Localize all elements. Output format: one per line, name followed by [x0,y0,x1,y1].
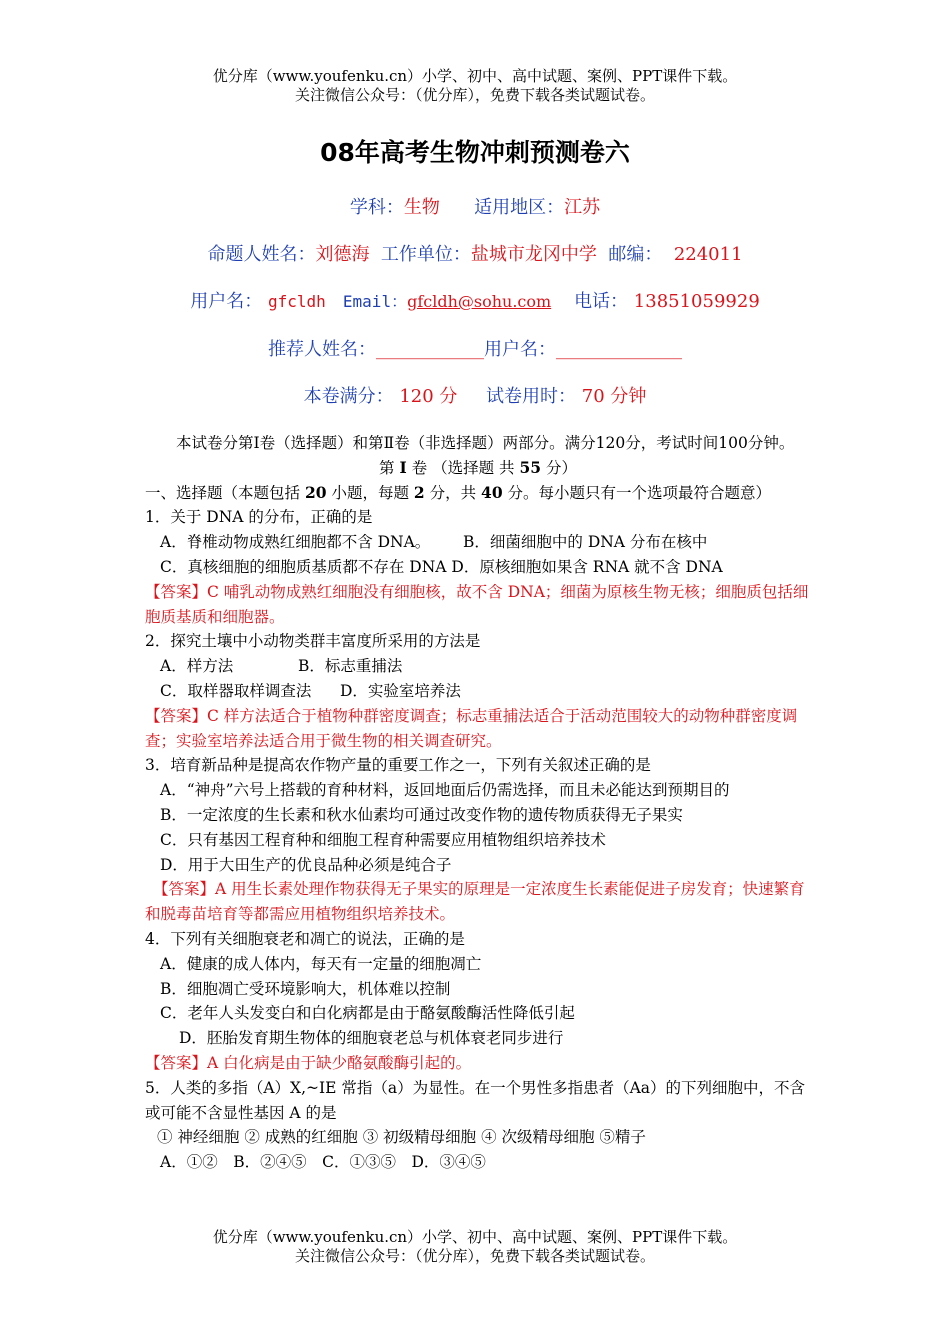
unit-value: 盐城市龙冈中学 [470,244,597,265]
q1-option-d: D．原核细胞如果含 RNA 就不含 DNA [451,557,723,576]
footer-line-1: 优分库（www.youfenku.cn）小学、初中、高中试题、案例、PPT课件下载。 [212,1228,738,1246]
q3-option-c: C．只有基因工程育种和细胞工程育种需要应用植物组织培养技术 [160,830,606,849]
score-label: 本卷满分： [303,386,394,407]
rec-user-label: 用户名： [484,339,556,360]
exam-title: 08年高考生物冲刺预测卷六 [320,138,630,167]
q3-option-b: B．一定浓度的生长素和秋水仙素均可通过改变作物的遗传物质获得无子果实 [160,805,683,824]
recommender-label: 推荐人姓名： [268,339,376,360]
q5-options: A．①② B．②④⑤ C．①③⑤ D．③④⑤ [160,1153,486,1172]
q1-answer: 【答案】C 哺乳动物成熟红细胞没有细胞核，故不含 DNA；细菌为原核生物无核；细胞质包括细胞质基质和细胞器。 [145,582,809,626]
q2-option-a: A．样方法 [160,657,234,676]
q1-stem: 1．关于 DNA 的分布，正确的是 [145,508,373,527]
q4-option-a: A．健康的成人体内，每天有一定量的细胞凋亡 [160,954,482,973]
time-value: 70 分钟 [581,386,647,407]
exam-body [145,431,811,1175]
score-line [0,385,950,409]
q3-option-d: D．用于大田生产的优良品种必须是纯合子 [160,855,452,874]
q5-stem: 5．人类的多指（A）X,~IE 常指（a）为显性。在一个男性多指患者（Aa）的下列细胞中，不含或可能不含显性基因 A 的是 [145,1078,806,1122]
part-one-a: 第 [379,458,400,477]
part-one-e: 分） [541,458,577,477]
q4-option-c: C．老年人头发变白和白化病都是由于酪氨酸酶活性降低引起 [160,1004,575,1023]
recommender-line [0,338,950,362]
unit-label: 工作单位： [380,244,471,265]
author-label: 命题人姓名： [207,244,316,265]
q2-option-b: B．标志重捕法 [298,657,403,676]
recommender-blank[interactable]: ____________ [376,339,484,360]
q4-answer: 【答案】A 白化病是由于缺少酪氨酸酶引起的。 [145,1053,472,1072]
zip-value: 224011 [673,244,743,265]
q2-answer: 【答案】C 样方法适合于植物种群密度调查；标志重捕法适合于活动范围较大的动物种群密度调查；实验室培养法适合用于微生物的相关调查研究。 [145,706,798,750]
section-e: 分，共 [424,483,482,502]
subject-label: 学科： [349,197,404,218]
header-line-1: 优分库（www.youfenku.cn）小学、初中、高中试题、案例、PPT课件下载。 [212,67,738,85]
author-line [0,243,950,267]
user-label: 用户名： [190,291,263,312]
q2-options-row1 [145,654,811,679]
q1-options-row2 [145,555,811,580]
section-heading [145,481,811,506]
q2-stem: 2．探究土壤中小动物类群丰富度所采用的方法是 [145,632,481,651]
user-value: gfcldh [267,292,326,311]
q3-answer: 【答案】A 用生长素处理作物获得无子果实的原理是一定浓度生长素能促进子房发育；快速繁育和脱毒苗培育等都需应用植物组织培养技术。 [145,880,805,924]
section-a: 一、选择题（本题包括 [145,483,305,502]
footer-line-2: 关注微信公众号：（优分库），免费下载各类试题试卷。 [294,1247,655,1265]
part-one-c: 卷 （选择题 共 [406,458,520,477]
zip-label: 邮编： [608,244,663,265]
intro-paragraph: 本试卷分第I卷（选择题）和第Ⅱ卷（非选择题）两部分。满分120分，考试时间100分钟。 [176,434,795,452]
email-label: Email： [342,292,408,311]
part-one-b: I [399,457,407,477]
q3-option-a: A．“神舟”六号上搭载的育种材料，返回地面后仍需选择，而且未必能达到预期目的 [160,781,730,800]
section-f: 40 [481,482,503,502]
part-one-d: 55 [519,457,542,477]
rec-user-blank[interactable]: ______________ [556,339,682,360]
q4-option-b: B．细胞凋亡受环境影响大，机体难以控制 [160,979,451,998]
q4-option-d: D．胚胎发育期生物体的细胞衰老总与机体衰老同步进行 [179,1029,564,1048]
section-g: 分。每小题只有一个选项最符合题意） [502,483,772,502]
contact-line [0,290,950,314]
q3-stem: 3．培育新品种是提高农作物产量的重要工作之一，下列有关叙述正确的是 [145,756,651,775]
region-label: 适用地区： [474,197,565,218]
q1-option-c: C．真核细胞的细胞质基质都不存在 DNA [160,557,447,576]
q1-option-a: A．脊椎动物成熟红细胞都不含 DNA。 [160,533,431,552]
time-label: 试卷用时： [486,386,577,407]
header-line-2: 关注微信公众号：（优分库），免费下载各类试题试卷。 [294,86,655,104]
part-one-heading [145,456,811,481]
section-c: 小题，每题 [326,483,414,502]
q2-options-row2 [145,679,811,704]
phone-label: 电话： [574,291,629,312]
q4-stem: 4．下列有关细胞衰老和凋亡的说法，正确的是 [145,929,465,948]
subject-line [0,196,950,220]
section-d: 2 [413,482,425,502]
q1-option-b: B．细菌细胞中的 DNA 分布在核中 [463,533,708,552]
author-value: 刘德海 [315,244,370,265]
q5-items: ① 神经细胞 ② 成熟的红细胞 ③ 初级精母细胞 ④ 次级精母细胞 ⑤精子 [157,1128,646,1147]
email-link[interactable]: gfcldh@sohu.com [407,292,552,311]
region-value: 江苏 [564,197,601,218]
phone-value: 13851059929 [633,291,760,312]
q2-option-d: D．实验室培养法 [340,681,461,700]
subject-value: 生物 [403,197,440,218]
section-b: 20 [304,482,327,502]
score-value: 120 分 [399,386,458,407]
q2-option-c: C．取样器取样调查法 [160,681,312,700]
q1-options-row1 [145,530,811,555]
